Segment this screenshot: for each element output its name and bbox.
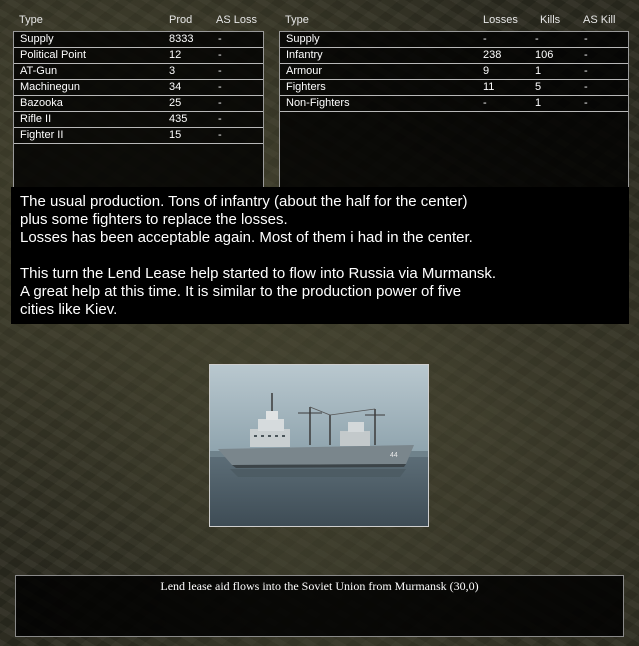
cell-type: Fighter II <box>20 129 64 141</box>
cell-losses: 11 <box>483 81 495 93</box>
table-row[interactable] <box>14 48 263 64</box>
cell-kills: 5 <box>535 81 542 93</box>
event-caption: Lend lease aid flows into the Soviet Union from Murmansk (30,0) <box>160 579 479 593</box>
report-line: The usual production. Tons of infantry (about the half for the center) <box>20 193 468 210</box>
right-header-as-kill: AS Kill <box>583 14 616 26</box>
table-row[interactable] <box>14 80 263 96</box>
table-row[interactable] <box>280 32 628 48</box>
cell-type: Non-Fighters <box>286 97 350 109</box>
event-caption-box <box>15 575 624 637</box>
report-spacer <box>20 247 620 265</box>
table-row[interactable] <box>14 96 263 112</box>
cell-type: Rifle II <box>20 113 52 125</box>
production-table <box>13 31 264 189</box>
cell-as-kill: - <box>584 65 588 77</box>
cell-as-kill: - <box>584 81 588 93</box>
cell-type: Supply <box>286 33 320 45</box>
cell-as-loss: - <box>218 49 222 61</box>
left-header-prod: Prod <box>169 14 193 26</box>
cell-losses: - <box>483 33 487 45</box>
table-row[interactable] <box>280 48 628 64</box>
left-header-type: Type <box>19 14 43 26</box>
cell-as-loss: - <box>218 129 222 141</box>
cell-prod: 8333 <box>169 33 194 45</box>
cell-as-loss: - <box>218 65 222 77</box>
cell-as-loss: - <box>218 97 222 109</box>
table-row[interactable] <box>14 112 263 128</box>
cell-type: Infantry <box>286 49 323 61</box>
cell-kills: - <box>535 33 539 45</box>
turn-report-text <box>11 187 629 324</box>
cell-kills: 1 <box>535 65 542 77</box>
report-line: This turn the Lend Lease help started to flow into Russia via Murmansk. <box>20 265 497 282</box>
table-row[interactable] <box>280 64 628 80</box>
table-row[interactable] <box>280 96 628 112</box>
cell-as-loss: - <box>218 33 222 45</box>
report-line: cities like Kiev. <box>20 301 118 318</box>
cell-type: Machinegun <box>20 81 80 93</box>
cargo-ship-image <box>210 365 428 526</box>
cell-kills: 1 <box>535 97 542 109</box>
right-header-type: Type <box>285 14 309 26</box>
cell-kills: 106 <box>535 49 554 61</box>
cell-as-kill: - <box>584 49 588 61</box>
cell-type: Supply <box>20 33 54 45</box>
cell-as-kill: - <box>584 97 588 109</box>
report-line: A great help at this time. It is similar to the production power of five <box>20 283 462 300</box>
cell-prod: 15 <box>169 129 182 141</box>
table-row[interactable] <box>14 128 263 144</box>
cell-prod: 25 <box>169 97 182 109</box>
table-row[interactable] <box>14 32 263 48</box>
cell-as-loss: - <box>218 113 222 125</box>
report-line: Losses has been acceptable again. Most of them i had in the center. <box>20 229 473 246</box>
right-header-losses: Losses <box>483 14 518 26</box>
left-header-as-loss: AS Loss <box>216 14 257 26</box>
cell-as-loss: - <box>218 81 222 93</box>
cell-type: Political Point <box>20 49 87 61</box>
table-row[interactable] <box>280 80 628 96</box>
report-line: plus some fighters to replace the losses. <box>20 211 288 228</box>
cell-losses: 9 <box>483 65 490 77</box>
cell-losses: 238 <box>483 49 502 61</box>
cell-as-kill: - <box>584 33 588 45</box>
cell-prod: 3 <box>169 65 176 77</box>
cell-prod: 12 <box>169 49 182 61</box>
cell-losses: - <box>483 97 487 109</box>
right-header-kills: Kills <box>540 14 561 26</box>
cell-type: Armour <box>286 65 323 77</box>
cell-type: Bazooka <box>20 97 63 109</box>
event-photo <box>209 364 429 527</box>
cell-prod: 34 <box>169 81 182 93</box>
cell-prod: 435 <box>169 113 188 125</box>
table-row[interactable] <box>14 64 263 80</box>
cell-type: AT-Gun <box>20 65 58 77</box>
hull-number: 44 <box>390 452 398 459</box>
losses-table <box>279 31 629 189</box>
cell-type: Fighters <box>286 81 326 93</box>
